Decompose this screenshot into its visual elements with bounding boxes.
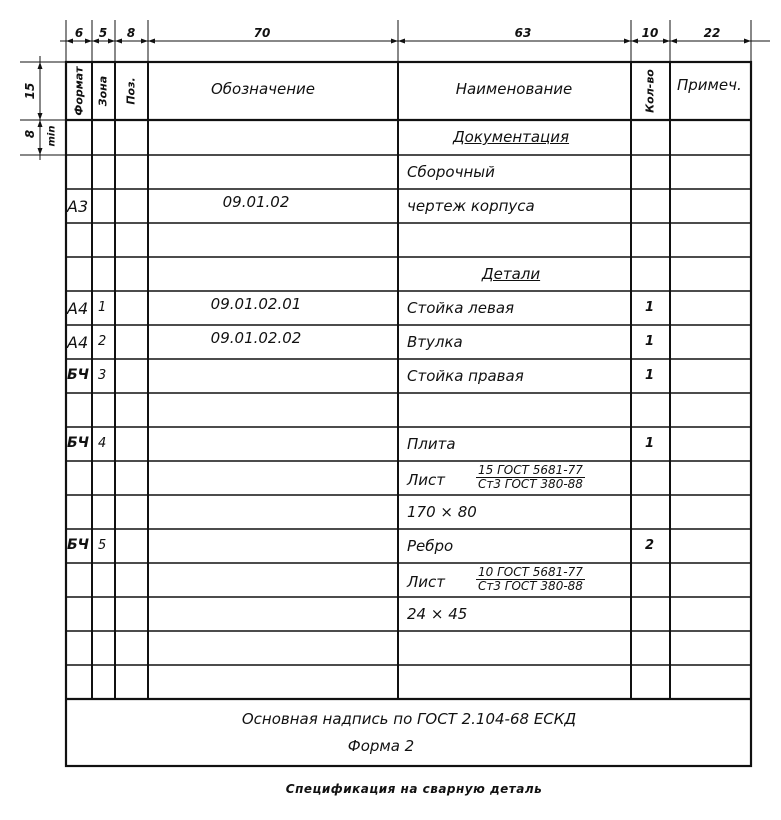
row-zone: 3 (98, 368, 107, 383)
dim-row-min: min (46, 125, 58, 147)
row-name: Втулка (407, 333, 463, 351)
row-name: Лист (407, 573, 446, 591)
material-fraction-numerator: 15 ГОСТ 5681-77 (478, 463, 583, 477)
row-section-heading: Детали (481, 265, 541, 283)
row-designation: 09.01.02.02 (210, 329, 302, 347)
material-fraction (476, 464, 585, 491)
row-quantity: 1 (645, 300, 655, 315)
row-name: Стойка левая (407, 299, 515, 317)
row-zone: 4 (98, 436, 107, 451)
row-name: Сборочный (407, 163, 495, 181)
row-zone: 2 (98, 334, 107, 349)
material-fraction (476, 566, 585, 593)
row-quantity: 1 (645, 436, 655, 451)
row-name: Стойка правая (407, 367, 524, 385)
row-zone: 5 (98, 538, 107, 553)
row-format: А3 (67, 197, 89, 216)
dim-name-width: 63 (514, 26, 532, 40)
footer-title-block-note: Основная надпись по ГОСТ 2.104-68 ЕСКД (241, 710, 577, 728)
col-header-qty: Кол-во (643, 69, 657, 113)
row-format: БЧ (67, 537, 89, 553)
row-name: чертеж корпуса (407, 197, 535, 215)
dim-row-height: 8 (23, 129, 37, 139)
row-section-heading: Документация (452, 128, 570, 146)
col-header-zone: Зона (96, 75, 110, 107)
row-designation: 09.01.02.01 (210, 295, 302, 313)
row-name: Плита (407, 435, 456, 453)
row-name: Ребро (407, 537, 454, 555)
row-name: Лист (407, 471, 446, 489)
figure-caption: Спецификация на сварную деталь (285, 782, 543, 796)
row-quantity: 1 (645, 368, 655, 383)
col-header-format: Формат (72, 66, 86, 116)
row-quantity: 1 (645, 334, 655, 349)
row-designation: 09.01.02 (222, 193, 290, 211)
dim-header-height: 15 (23, 82, 37, 100)
material-fraction-denominator: Ст3 ГОСТ 380-88 (477, 477, 583, 491)
col-header-pos: Поз. (124, 77, 138, 105)
row-format: БЧ (67, 435, 89, 451)
col-header-designation: Обозначение (210, 80, 316, 98)
dim-zone-width: 5 (98, 26, 108, 40)
col-header-name: Наименование (455, 80, 573, 98)
row-name: 170 × 80 (407, 503, 477, 521)
col-header-note: Примеч. (677, 76, 742, 94)
row-format: А4 (67, 299, 89, 318)
material-fraction-numerator: 10 ГОСТ 5681-77 (478, 565, 583, 579)
row-format: БЧ (67, 367, 89, 383)
row-name: 24 × 45 (407, 605, 468, 623)
dim-format-width: 6 (74, 26, 84, 40)
row-quantity: 2 (645, 538, 655, 553)
dim-note-width: 22 (703, 26, 721, 40)
dim-designation-width: 70 (253, 26, 271, 40)
dim-pos-width: 8 (126, 26, 136, 40)
material-fraction-denominator: Ст3 ГОСТ 380-88 (477, 579, 583, 593)
row-zone: 1 (98, 300, 107, 315)
footer-form-label: Форма 2 (347, 737, 415, 755)
dim-qty-width: 10 (641, 26, 659, 40)
row-format: А4 (67, 333, 89, 352)
